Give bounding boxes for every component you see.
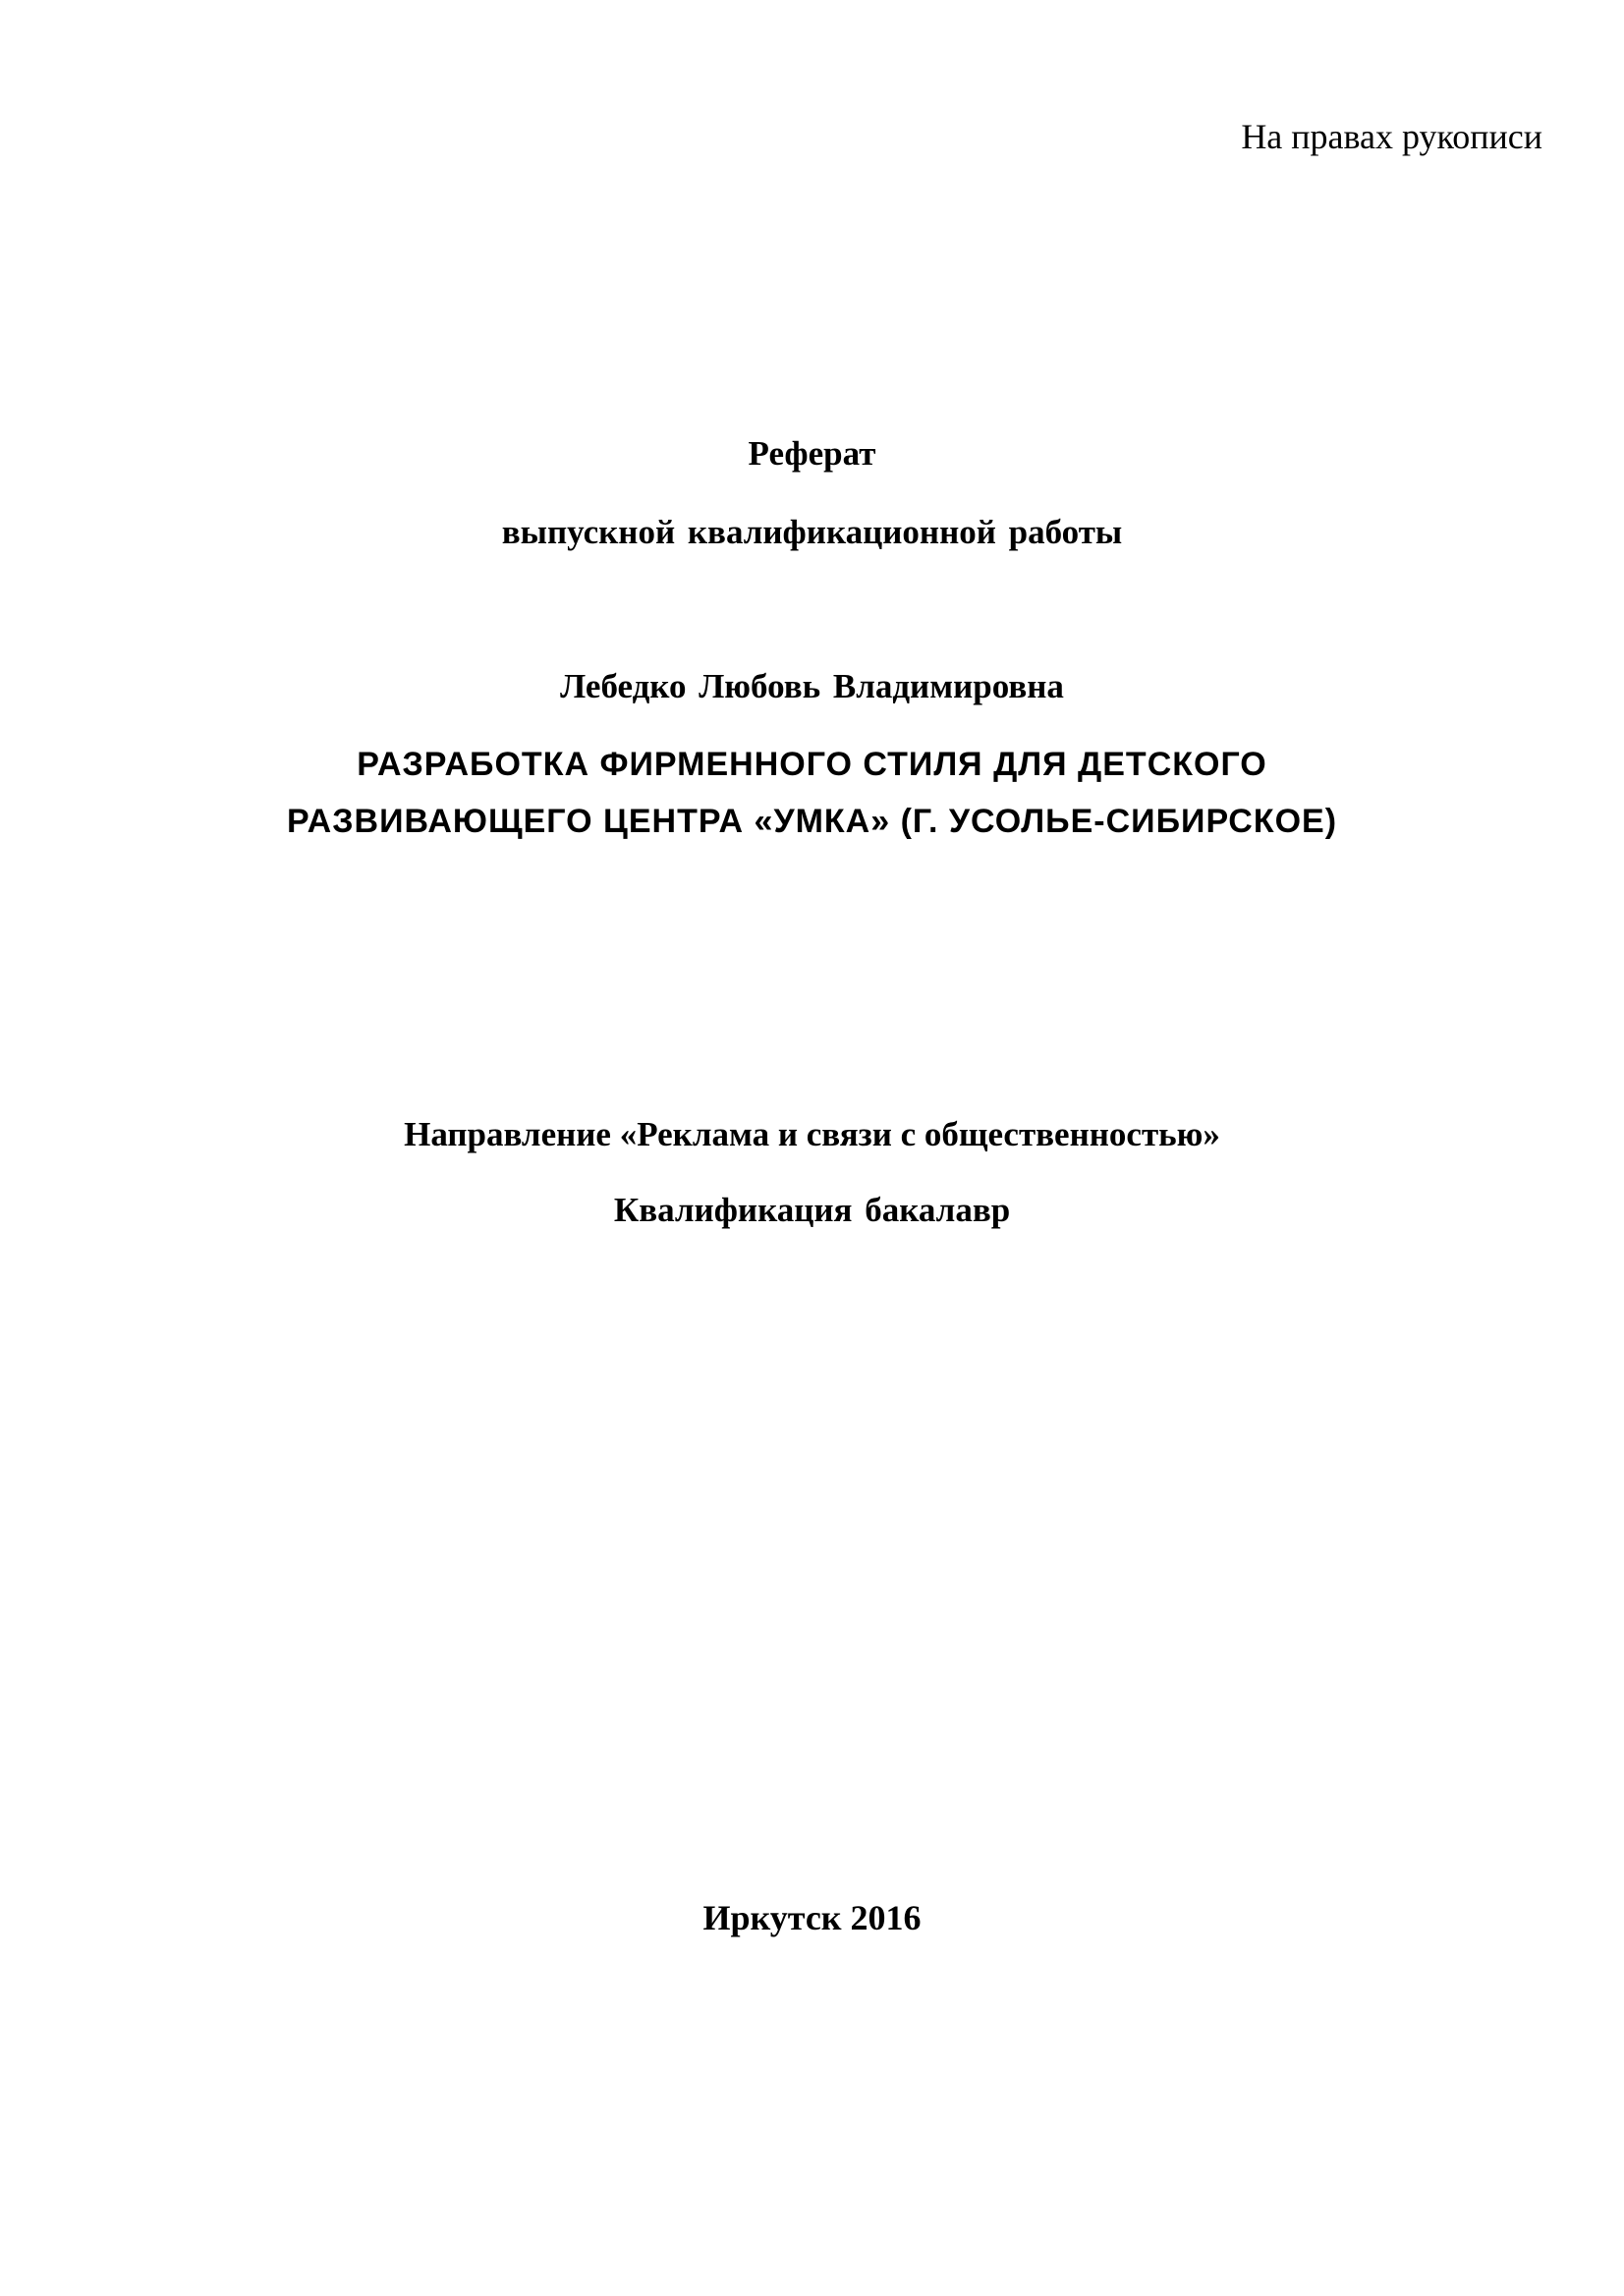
qualification: Квалификация бакалавр (613, 1191, 1011, 1229)
thesis-title-line-2: РАЗВИВАЮЩЕГО ЦЕНТРА «УМКА» (Г. УСОЛЬЕ-СИБИРСКОЕ) (286, 803, 1338, 840)
study-direction: Направление «Реклама и связи с общественностью» (404, 1115, 1220, 1153)
thesis-title-line-1: РАЗРАБОТКА ФИРМЕННОГО СТИЛЯ ДЛЯ ДЕТСКОГО (357, 746, 1267, 783)
author-name: Лебедко Любовь Владимировна (560, 667, 1064, 705)
document-type: Реферат (748, 434, 876, 473)
manuscript-note: На правах рукописи (1241, 117, 1542, 156)
place-and-year: Иркутск 2016 (702, 1898, 922, 1937)
document-subtype: выпускной квалификационной работы (501, 513, 1123, 551)
